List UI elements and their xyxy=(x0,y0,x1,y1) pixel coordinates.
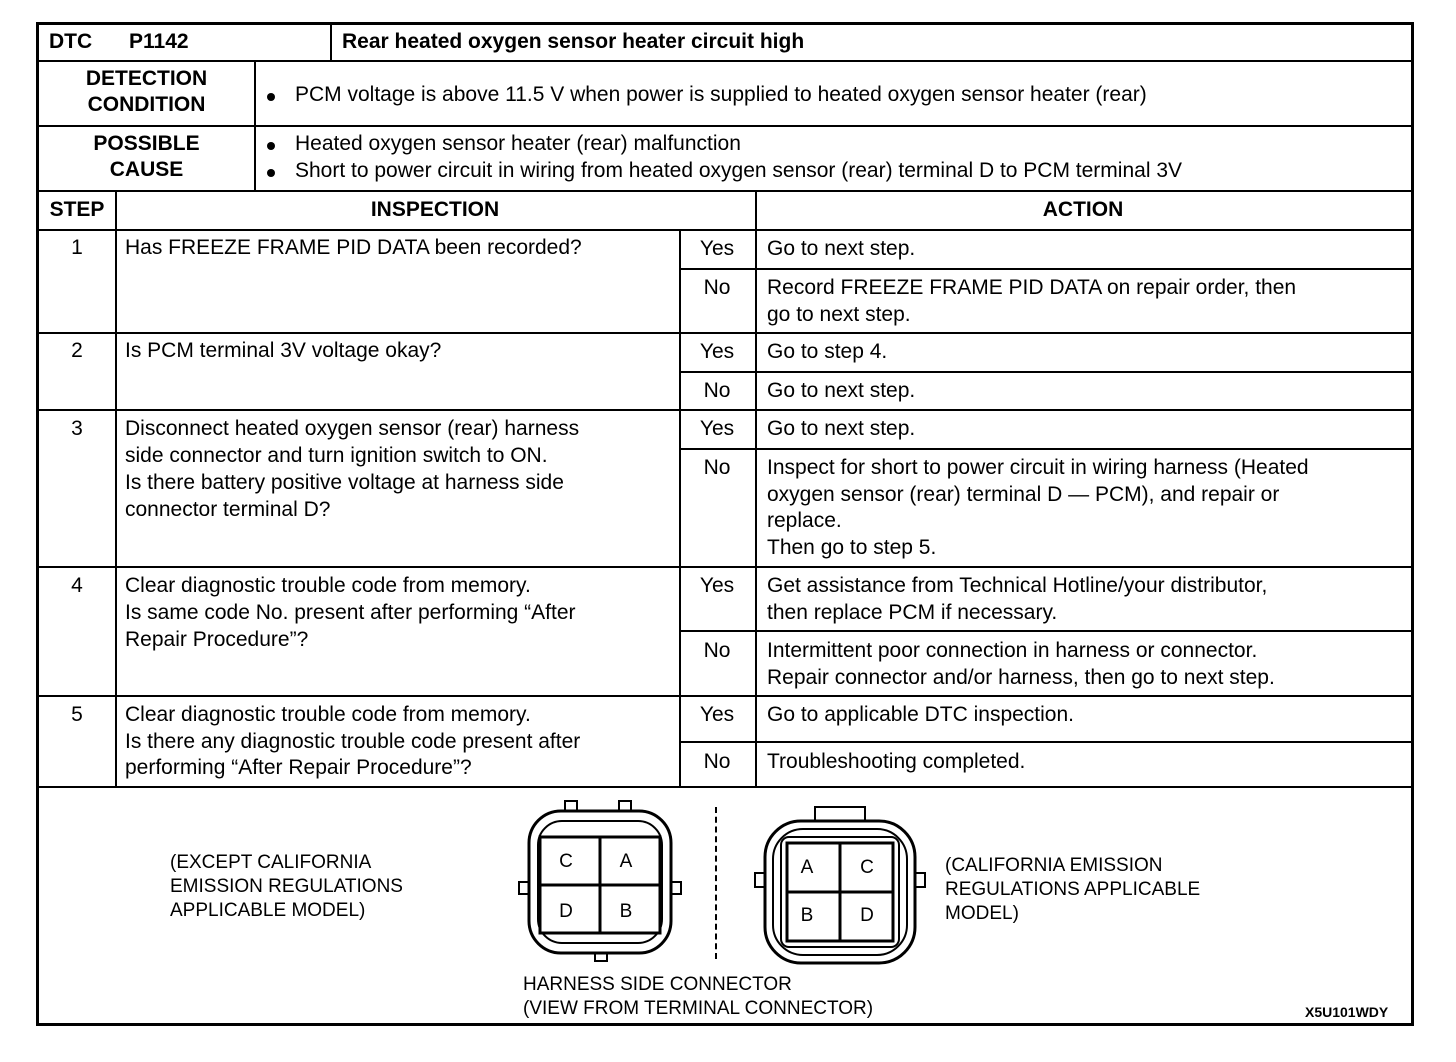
detection-label-line2: CONDITION xyxy=(87,93,206,116)
dtc-label: DTC xyxy=(49,30,93,53)
step-number: 1 xyxy=(71,236,83,259)
no-label: No xyxy=(703,379,731,402)
inspection-line: Disconnect heated oxygen sensor (rear) harness xyxy=(125,417,580,440)
cause-label-line2: CAUSE xyxy=(109,158,184,181)
yes-label: Yes xyxy=(699,340,735,363)
no-action-line: Intermittent poor connection in harness or connector. xyxy=(767,639,1258,662)
yes-label: Yes xyxy=(699,237,735,260)
yes-action-line: Go to applicable DTC inspection. xyxy=(767,703,1074,726)
left-pin-label: A xyxy=(619,851,633,872)
yes-action-line: Go to step 4. xyxy=(767,340,888,363)
inspection-line: side connector and turn ignition switch to ON. xyxy=(125,444,548,467)
left-pin-label: D xyxy=(559,901,573,922)
no-label: No xyxy=(703,639,731,662)
connector-divider xyxy=(715,807,717,959)
inspection-line: Is same code No. present after performing “After xyxy=(125,601,576,624)
step-number: 2 xyxy=(71,339,83,362)
no-label: No xyxy=(703,276,731,299)
right-pin-label: C xyxy=(860,857,874,878)
right-model-note: REGULATIONS APPLICABLE xyxy=(945,879,1201,900)
yes-label: Yes xyxy=(699,703,735,726)
figure-code: X5U101WDY xyxy=(1305,1004,1389,1020)
yes-label: Yes xyxy=(699,574,735,597)
dtc-code: P1142 xyxy=(129,30,189,53)
column-header-inspection: INSPECTION xyxy=(370,198,500,221)
left-model-note: APPLICABLE MODEL) xyxy=(170,900,366,921)
left-pin-label: B xyxy=(619,901,633,922)
step-number: 5 xyxy=(71,703,83,726)
column-header-action: ACTION xyxy=(1042,198,1124,221)
dtc-sheet xyxy=(36,22,1414,1026)
inspection-line: Repair Procedure”? xyxy=(125,628,309,651)
no-action-line: Record FREEZE FRAME PID DATA on repair order, then xyxy=(767,276,1297,299)
right-pin-label: A xyxy=(800,857,814,878)
no-action-line: oxygen sensor (rear) terminal D — PCM), and repair or xyxy=(767,483,1280,506)
no-action-line: go to next step. xyxy=(767,303,911,326)
detection-condition-text: PCM voltage is above 11.5 V when power is supplied to heated oxygen sensor heater (rear) xyxy=(295,83,1147,106)
no-label: No xyxy=(703,456,731,479)
inspection-line: performing “After Repair Procedure”? xyxy=(125,756,472,779)
yes-action-line: then replace PCM if necessary. xyxy=(767,601,1058,624)
inspection-line: connector terminal D? xyxy=(125,498,331,521)
left-pin-label: C xyxy=(559,851,573,872)
bullet-icon xyxy=(267,93,275,101)
yes-action-line: Get assistance from Technical Hotline/your distributor, xyxy=(767,574,1268,597)
yes-label: Yes xyxy=(699,417,735,440)
dtc-title: Rear heated oxygen sensor heater circuit high xyxy=(342,30,805,53)
no-action-line: replace. xyxy=(767,509,842,532)
left-model-note: EMISSION REGULATIONS xyxy=(170,876,403,897)
inspection-line: Clear diagnostic trouble code from memory. xyxy=(125,703,531,726)
connector-caption: (VIEW FROM TERMINAL CONNECTOR) xyxy=(523,998,874,1019)
bullet-icon xyxy=(267,142,275,150)
no-label: No xyxy=(703,750,731,773)
right-model-note: (CALIFORNIA EMISSION xyxy=(945,855,1163,876)
no-action-line: Go to next step. xyxy=(767,379,916,402)
inspection-line: Has FREEZE FRAME PID DATA been recorded? xyxy=(125,236,582,259)
no-action-line: Repair connector and/or harness, then go to next step. xyxy=(767,666,1275,689)
right-connector-icon xyxy=(751,805,929,967)
no-action-line: Then go to step 5. xyxy=(767,536,937,559)
yes-action-line: Go to next step. xyxy=(767,237,916,260)
inspection-line: Is there any diagnostic trouble code present after xyxy=(125,730,581,753)
left-connector-icon xyxy=(513,799,689,971)
right-pin-label: D xyxy=(860,905,874,926)
bullet-icon xyxy=(267,169,275,177)
inspection-line: Is PCM terminal 3V voltage okay? xyxy=(125,339,442,362)
left-model-note: (EXCEPT CALIFORNIA xyxy=(170,852,372,873)
inspection-line: Is there battery positive voltage at harness side xyxy=(125,471,564,494)
cause-item: Heated oxygen sensor heater (rear) malfunction xyxy=(295,132,741,155)
inspection-line: Clear diagnostic trouble code from memory. xyxy=(125,574,531,597)
detection-label-line1: DETECTION xyxy=(85,67,208,90)
cause-item: Short to power circuit in wiring from heated oxygen sensor (rear) terminal D to PCM terminal 3V xyxy=(295,159,1183,182)
step-number: 4 xyxy=(71,574,83,597)
connector-caption: HARNESS SIDE CONNECTOR xyxy=(523,974,792,995)
column-header-step: STEP xyxy=(49,198,105,221)
no-action-line: Troubleshooting completed. xyxy=(767,750,1026,773)
no-action-line: Inspect for short to power circuit in wiring harness (Heated xyxy=(767,456,1309,479)
step-number: 3 xyxy=(71,417,83,440)
right-model-note: MODEL) xyxy=(945,903,1019,924)
right-pin-label: B xyxy=(800,905,814,926)
cause-label-line1: POSSIBLE xyxy=(93,132,200,155)
yes-action-line: Go to next step. xyxy=(767,417,916,440)
